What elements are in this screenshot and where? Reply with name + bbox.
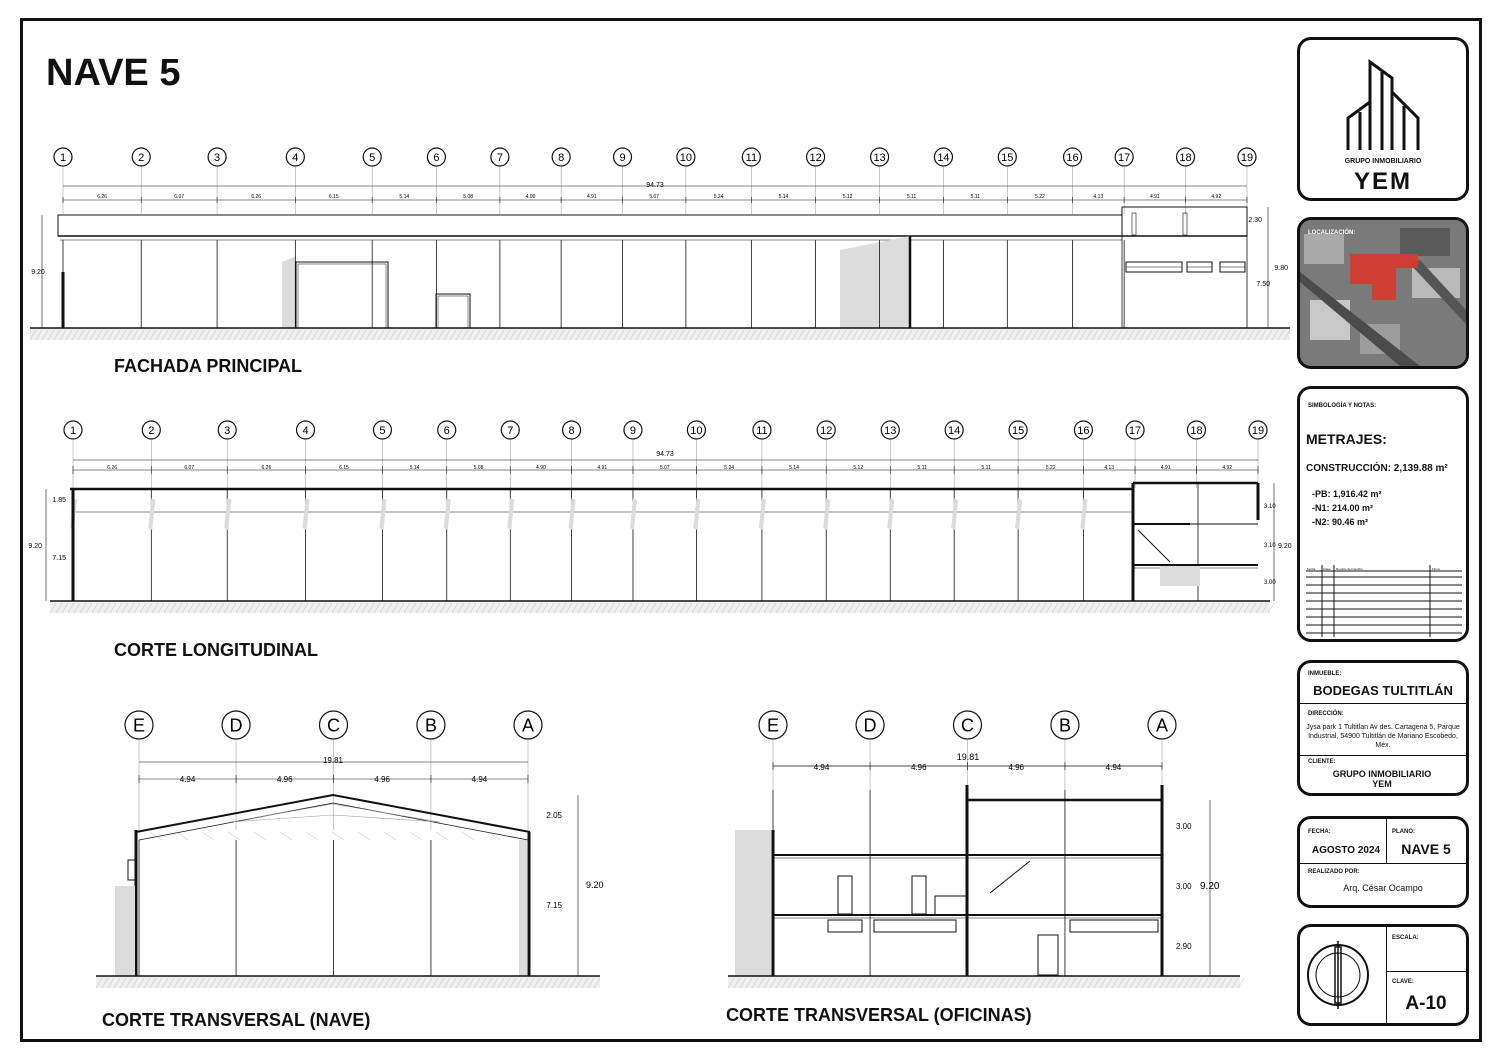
fachada-grid-bubble-17-text: 17: [1118, 151, 1131, 164]
nave-grid-bubble-B-text: B: [424, 715, 437, 736]
long-spacing-text: 5.24: [724, 465, 735, 471]
long-grid-bubble-10-text: 10: [690, 424, 703, 437]
inmueble-name: BODEGAS TULTITLÁN: [1313, 683, 1453, 698]
metrajes-title: METRAJES:: [1306, 431, 1387, 447]
nave-truss-web: [176, 832, 188, 840]
direccion-text: Jysa park 1 Tultitlan Av des. Cartagena 5, Parque Industrial, 54900 Tultitlán de Mariano Escobedo, Méx.: [1306, 724, 1460, 749]
long-grid-bubble-16-text: 16: [1077, 424, 1090, 437]
fachada-spacing-text: 6.26: [97, 194, 107, 200]
label-fachada-principal: FACHADA PRINCIPAL: [114, 356, 302, 376]
long-grid-bubble-15-text: 15: [1011, 424, 1025, 437]
long-spacing-text: 5.08: [473, 465, 484, 471]
long-stair: [1138, 530, 1170, 562]
fachada-spacing-text: 4.90: [525, 194, 536, 200]
nave-truss-web: [230, 804, 440, 822]
plano-label: PLANO:: [1392, 829, 1415, 835]
nave-truss-web: [436, 832, 448, 840]
ofi-grid-bubble-E-text: E: [766, 715, 780, 736]
fachada-spacing-text: 6.15: [328, 194, 339, 200]
long-column-shadow: [507, 498, 514, 530]
long-column-shadow: [630, 498, 637, 530]
nave-right-dim-1: 2.05: [546, 811, 562, 820]
long-column-shadow: [148, 498, 155, 530]
ofi-right-dim-2: 3.00: [1176, 882, 1192, 891]
cliente-name: GRUPO INMOBILIARIO YEM: [1332, 769, 1432, 789]
fachada-grid-bubble-10-text: 10: [679, 151, 692, 164]
fachada-door-small-inner: [438, 296, 468, 328]
fachada-spacing-text: 4.13: [1093, 194, 1104, 200]
long-left-dim-3: 7.15: [52, 555, 66, 562]
n2-area: -N2: 90.46 m²: [1312, 517, 1369, 527]
long-column-shadow: [569, 498, 576, 530]
north-arrow-icon: [1300, 927, 1386, 1023]
fachada-spacing-text: 5.11: [970, 194, 981, 200]
long-right-dim-4: 3.00: [1264, 580, 1276, 586]
fachada-grid-bubble-7-text: 7: [496, 151, 503, 164]
fachada-spacing-text: 6.07: [174, 194, 185, 200]
fachada-spacing-text: 5.11: [906, 194, 917, 200]
nave-truss-web: [202, 832, 214, 840]
long-grid-bubble-18-text: 18: [1190, 424, 1203, 437]
fachada-office-post: [1132, 213, 1136, 235]
fachada-grid-bubble-13-text: 13: [873, 151, 886, 164]
long-spacing-text: 5.22: [1045, 465, 1056, 471]
fecha-label: FECHA:: [1308, 829, 1331, 835]
ofi-grid-bubble-B-text: B: [1058, 715, 1071, 736]
fachada-grid-bubble-11-text: 11: [745, 151, 758, 164]
long-grid-bubble-3-text: 3: [224, 424, 231, 437]
long-spacing-text: 4.90: [536, 465, 546, 471]
fachada-grid-bubble-5-text: 5: [369, 151, 376, 164]
fachada-door-large-inner: [298, 264, 386, 328]
ofi-total-text: 19.81: [956, 752, 980, 762]
logo-box: [1297, 37, 1469, 201]
long-spacing-text: 6.26: [261, 465, 272, 471]
ofi-window: [1070, 920, 1158, 932]
long-grid-bubble-11-text: 11: [756, 424, 768, 437]
long-column-shadow: [444, 498, 451, 530]
fachada-grid-bubble-3-text: 3: [214, 151, 221, 164]
logo-top-text: GRUPO INMOBILIARIO: [1344, 158, 1422, 165]
fachada-spacing-text: 5.08: [463, 194, 474, 200]
long-spacing-text: 4.91: [1160, 465, 1171, 471]
fachada-spacing-text: 4.91: [586, 194, 597, 200]
nave-grid-bubble-A-text: A: [521, 715, 535, 736]
fachada-spacing-text: 5.07: [649, 194, 660, 200]
long-right-dim-2: 3.10: [1264, 543, 1276, 549]
fachada-spacing-text: 5.22: [1035, 194, 1045, 200]
ofi-grid-bubble-D-text: D: [863, 715, 877, 736]
fachada-grid-bubble-9-text: 9: [619, 151, 626, 164]
label-corte-transversal-oficinas: CORTE TRANSVERSAL (OFICINAS): [726, 1005, 1032, 1025]
rev-header-nombre: Nombre del Cambio: [1336, 567, 1363, 571]
fachada-grid-bubble-12-text: 12: [809, 151, 822, 164]
nave-truss-web: [228, 832, 240, 840]
fachada-shadow: [840, 236, 910, 328]
ofi-left-shadow: [735, 830, 771, 976]
ofi-right-dim-4: 2.90: [1176, 942, 1192, 951]
long-column-shadow: [224, 498, 231, 530]
ofi-stair: [990, 861, 1030, 893]
nave-spacing-text: 4.96: [276, 775, 293, 784]
fecha-value: AGOSTO 2024: [1311, 845, 1381, 856]
ofi-stair-base: [935, 896, 967, 915]
long-ground: [50, 601, 1270, 613]
fachada-spacing-text: 5.14: [778, 194, 789, 200]
fachada-spacing-text: 5.12: [842, 194, 853, 200]
inmueble-box: [1297, 660, 1469, 796]
label-corte-transversal-nave: CORTE TRANSVERSAL (NAVE): [102, 1010, 371, 1030]
long-spacing-text: 5.12: [853, 465, 864, 471]
long-grid-bubble-2-text: 2: [148, 424, 155, 437]
pb-area: -PB: 1,916.42 m²: [1312, 489, 1382, 499]
long-column-shadow: [303, 498, 310, 530]
fachada-spacing-text: 6.26: [251, 194, 262, 200]
nave-total-text: 19.81: [322, 756, 344, 765]
long-grid-bubble-7-text: 7: [507, 424, 514, 437]
inmueble-label: INMUEBLE:: [1308, 671, 1342, 677]
long-right-dim-3: 9.20: [1278, 543, 1292, 550]
rev-header-firma: Firma: [1432, 567, 1440, 571]
ofi-door: [1038, 935, 1058, 975]
long-column-shadow: [951, 498, 958, 530]
long-spacing-text: 5.14: [789, 465, 799, 471]
ofi-door: [838, 876, 852, 914]
long-grid-bubble-6-text: 6: [443, 424, 450, 437]
nave-truss-web: [462, 832, 474, 840]
sheet-title: NAVE 5: [46, 52, 181, 94]
fachada-ground: [30, 328, 1290, 340]
fachada-grid-bubble-15-text: 15: [1001, 151, 1014, 164]
fachada-grid-bubble-16-text: 16: [1066, 151, 1079, 164]
long-spacing-text: 5.14: [409, 465, 420, 471]
nave-spacing-text: 4.96: [374, 775, 391, 784]
localizacion-label: LOCALIZACIÓN:: [1308, 230, 1356, 236]
revision-table: [1306, 565, 1469, 642]
ofi-spacing-text: 4.96: [1008, 763, 1025, 772]
long-spacing-text: 5.11: [981, 465, 991, 471]
long-column-shadow: [1080, 498, 1087, 530]
long-spacing-text: 5.07: [659, 465, 670, 471]
fachada-grid-bubble-18-text: 18: [1179, 151, 1192, 164]
fachada-parapet: [58, 215, 1122, 236]
long-spacing-text: 5.11: [917, 465, 927, 471]
ofi-spacing-text: 4.96: [910, 763, 927, 772]
long-grid-bubble-9-text: 9: [629, 424, 637, 437]
fachada-total-text: 94.73: [646, 182, 664, 189]
label-corte-longitudinal: CORTE LONGITUDINAL: [114, 640, 318, 660]
nave-grid-bubble-D-text: D: [229, 715, 243, 736]
ofi-window: [874, 920, 956, 932]
nave-truss-web: [254, 832, 266, 840]
realizado-label: REALIZADO POR:: [1308, 869, 1360, 875]
long-grid-bubble-19-text: 19: [1251, 424, 1265, 437]
fachada-spacing-text: 5.24: [713, 194, 724, 200]
ofi-grid-bubble-A-text: A: [1155, 715, 1169, 736]
fachada-spacing-text: 5.14: [399, 194, 410, 200]
long-left-dim-2: 9.20: [28, 543, 42, 550]
notes-label: SIMBOLOGÍA Y NOTAS:: [1308, 403, 1377, 409]
nave-grid-bubble-E-text: E: [132, 715, 146, 736]
long-spacing-text: 6.07: [184, 465, 195, 471]
fachada-grid-bubble-4-text: 4: [292, 151, 299, 164]
long-spacing-text: 4.91: [597, 465, 608, 471]
ofi-door: [912, 876, 926, 914]
ofi-grid-bubble-C-text: C: [961, 715, 974, 736]
fachada-right-dim-2: 9.80: [1274, 265, 1288, 272]
ofi-ground: [728, 976, 1240, 988]
nave-truss-web: [410, 832, 422, 840]
long-left-dim-1: 1.85: [52, 497, 66, 504]
long-column-shadow: [823, 498, 830, 530]
long-grid-bubble-12-text: 12: [820, 424, 833, 437]
fachada-shadow: [282, 256, 296, 328]
nave-grid-bubble-C-text: C: [327, 715, 340, 736]
long-grid-bubble-1-text: 1: [69, 424, 77, 437]
long-grid-bubble-8-text: 8: [568, 424, 575, 437]
fachada-door-large: [296, 262, 388, 328]
fachada-spacing-text: 4.91: [1149, 194, 1160, 200]
cliente-label: CLIENTE:: [1308, 759, 1336, 765]
long-grid-bubble-14-text: 14: [948, 424, 961, 437]
n1-area: -N1: 214.00 m²: [1312, 503, 1374, 513]
escala-clave-box: [1297, 924, 1469, 1026]
fachada-grid-bubble-19-text: 19: [1240, 151, 1254, 164]
rev-header-clave: Clave: [1323, 567, 1331, 571]
fachada-spacing-text: 4.92: [1211, 194, 1222, 200]
fachada-grid-bubble-14-text: 14: [937, 151, 950, 164]
long-total-text: 94.73: [656, 451, 674, 458]
long-spacing-text: 6.15: [339, 465, 349, 471]
clave-value: A-10: [1405, 993, 1447, 1014]
long-spacing-text: 4.92: [1222, 465, 1233, 471]
construccion-area: CONSTRUCCIÓN: 2,139.88 m²: [1306, 463, 1448, 474]
fachada-grid-bubble-8-text: 8: [558, 151, 565, 164]
ofi-spacing-text: 4.94: [813, 763, 830, 772]
fachada-office-post: [1183, 213, 1187, 235]
nave-truss-web: [306, 832, 318, 840]
escala-label: ESCALA:: [1392, 935, 1419, 941]
long-grid-bubble-17-text: 17: [1128, 424, 1142, 437]
ofi-window: [828, 920, 862, 932]
long-office-shadow: [1160, 566, 1200, 586]
fachada-height-text: 9.20: [31, 269, 45, 276]
nave-right-dim-3: 7.15: [546, 901, 562, 910]
long-grid-bubble-5-text: 5: [379, 424, 386, 437]
direccion-label: DIRECCIÓN:: [1308, 711, 1344, 717]
long-column-shadow: [887, 498, 894, 530]
ofi-right-dim-1: 3.00: [1176, 822, 1192, 831]
location-map-icon: [1300, 220, 1466, 366]
nave-truss-web: [332, 832, 344, 840]
plano-value: NAVE 5: [1401, 841, 1451, 857]
nave-wall-shadow: [519, 840, 527, 976]
realizado-value: Arq. César Ocampo: [1343, 883, 1423, 893]
ofi-right-dim-3: 9.20: [1200, 881, 1220, 892]
notes-box: [1297, 386, 1469, 642]
nave-left-shadow: [115, 886, 135, 976]
long-spacing-text: 4.13: [1104, 465, 1115, 471]
long-column-shadow: [693, 498, 700, 530]
fachada-office-parapet: [1122, 207, 1247, 236]
nave-truss-web: [280, 832, 292, 840]
fachada-right-dim-1: 2.30: [1248, 217, 1262, 224]
fecha-plano-box: [1297, 816, 1469, 908]
fachada-right-dim-3: 7.50: [1256, 281, 1270, 288]
fachada-door-small: [436, 294, 470, 328]
nave-truss-web: [384, 832, 396, 840]
nave-roof: [136, 795, 530, 832]
long-column-shadow: [759, 498, 766, 530]
location-box: [1297, 217, 1469, 369]
logo-main-text: YEM: [1353, 168, 1412, 195]
fachada-grid-bubble-1-text: 1: [59, 151, 67, 164]
clave-label: CLAVE:: [1392, 979, 1414, 985]
long-column-shadow: [379, 498, 386, 530]
long-spacing-text: 6.26: [107, 465, 118, 471]
nave-spacing-text: 4.94: [471, 775, 488, 784]
rev-header-fecha: Fecha: [1307, 567, 1316, 571]
long-grid-bubble-4-text: 4: [302, 424, 309, 437]
fachada-grid-bubble-2-text: 2: [138, 151, 145, 164]
nave-right-dim-2: 9.20: [586, 880, 604, 890]
long-right-dim-1: 3.10: [1264, 504, 1276, 510]
long-column-shadow: [1015, 498, 1022, 530]
fachada-grid-bubble-6-text: 6: [433, 151, 440, 164]
ofi-spacing-text: 4.94: [1105, 763, 1122, 772]
nave-spacing-text: 4.94: [179, 775, 196, 784]
nave-truss-web: [358, 832, 370, 840]
long-grid-bubble-13-text: 13: [884, 424, 897, 437]
